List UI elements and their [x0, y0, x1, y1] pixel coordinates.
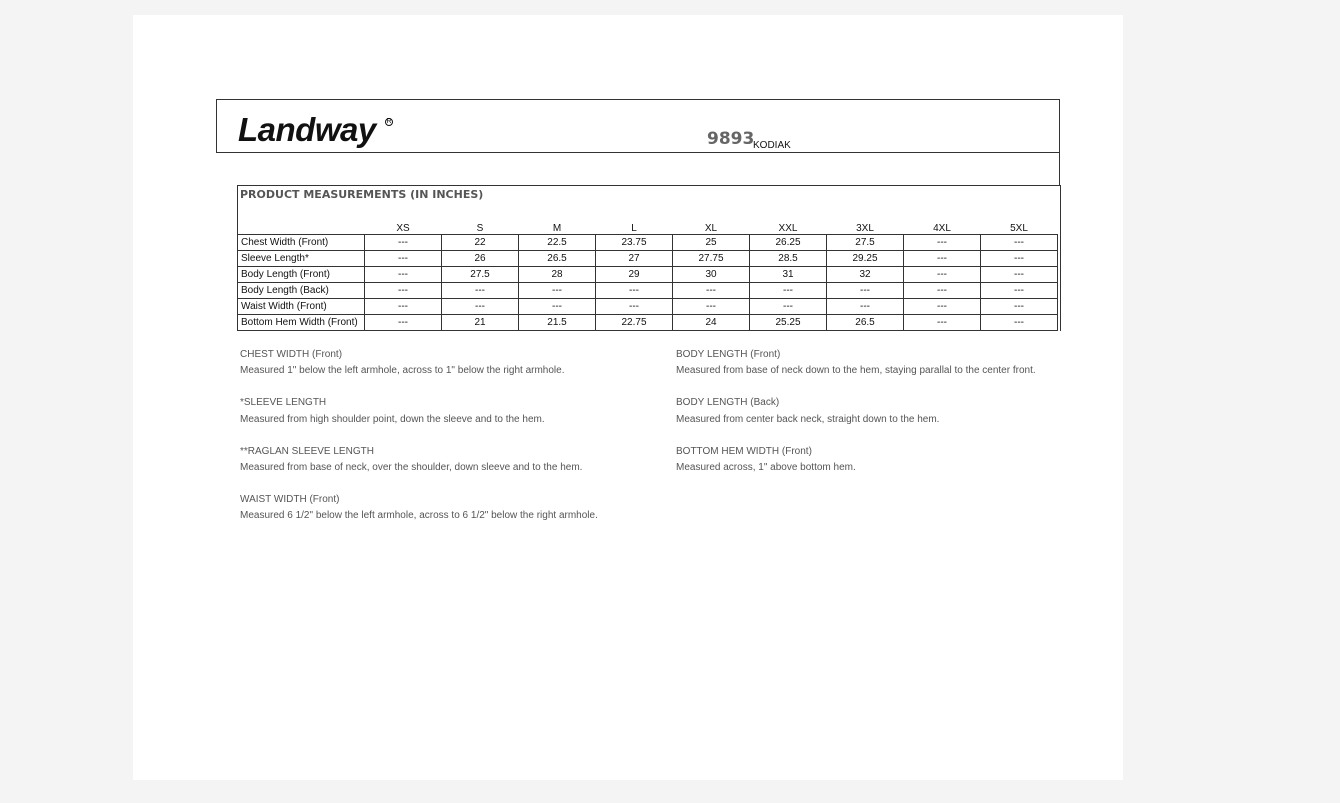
table-cell: --- [904, 299, 981, 315]
row-label: Bottom Hem Width (Front) [238, 315, 365, 331]
table-cell: 24 [673, 315, 750, 331]
row-label: Chest Width (Front) [238, 235, 365, 251]
table-cell: --- [442, 299, 519, 315]
note-text: Measured across, 1" above bottom hem. [676, 462, 856, 473]
table-cell: 22.5 [519, 235, 596, 251]
registered-mark-icon: R [386, 118, 392, 125]
size-header: 3XL [856, 223, 874, 234]
table-cell: 25 [673, 235, 750, 251]
note-text: Measured from high shoulder point, down the sleeve and to the hem. [240, 414, 545, 425]
table-cell: --- [904, 251, 981, 267]
header-spacer [238, 219, 365, 235]
table-cell: 22 [442, 235, 519, 251]
note-heading: **RAGLAN SLEEVE LENGTH [240, 446, 374, 457]
table-cell: --- [365, 299, 442, 315]
table-cell: --- [596, 299, 673, 315]
measurements-table [237, 219, 1058, 331]
note-heading: WAIST WIDTH (Front) [240, 494, 340, 505]
table-title: PRODUCT MEASUREMENTS (IN INCHES) [240, 188, 484, 201]
size-header: S [476, 223, 484, 234]
table-cell: --- [981, 267, 1058, 283]
row-label: Body Length (Back) [238, 283, 365, 299]
note-heading: *SLEEVE LENGTH [240, 397, 327, 408]
table-cell: 28 [519, 267, 596, 283]
product-name: KODIAK [753, 140, 791, 151]
table-cell: --- [365, 251, 442, 267]
table-cell: --- [904, 267, 981, 283]
table-cell: --- [365, 267, 442, 283]
row-label: Body Length (Front) [238, 267, 365, 283]
table-cell: 27.75 [673, 251, 750, 267]
table-cell: --- [981, 283, 1058, 299]
table-cell: --- [981, 315, 1058, 331]
table-cell: --- [904, 235, 981, 251]
table-row [238, 267, 1058, 283]
table-cell: 29 [596, 267, 673, 283]
table-cell: --- [904, 315, 981, 331]
table-cell: 27 [596, 251, 673, 267]
table-cell: 21.5 [519, 315, 596, 331]
note-text: Measured from center back neck, straight down to the hem. [676, 414, 940, 425]
table-cell: --- [673, 299, 750, 315]
row-label: Waist Width (Front) [238, 299, 365, 315]
table-cell: 28.5 [750, 251, 827, 267]
table-cell: --- [365, 315, 442, 331]
table-cell: --- [981, 235, 1058, 251]
table-row [238, 283, 1058, 299]
product-number: 9893 [707, 129, 755, 149]
table-cell: 32 [827, 267, 904, 283]
note-heading: BODY LENGTH (Back) [676, 397, 780, 408]
size-header: 4XL [933, 223, 951, 234]
table-cell: --- [442, 283, 519, 299]
table-row [238, 251, 1058, 267]
subheader-divider [1059, 153, 1060, 185]
table-cell: 22.75 [596, 315, 673, 331]
table-cell: --- [904, 283, 981, 299]
note-text: Measured from base of neck down to the hem, staying parallal to the center front. [676, 365, 1036, 376]
table-cell: 31 [750, 267, 827, 283]
table-row [238, 315, 1058, 331]
table-cell: --- [981, 251, 1058, 267]
size-header: XL [704, 223, 718, 234]
table-cell: --- [519, 299, 596, 315]
row-label: Sleeve Length* [238, 251, 365, 267]
table-cell: --- [365, 283, 442, 299]
table-cell: 27.5 [442, 267, 519, 283]
size-header: XXL [778, 223, 798, 234]
table-cell: 23.75 [596, 235, 673, 251]
size-header: L [631, 223, 637, 234]
note-heading: CHEST WIDTH (Front) [240, 349, 343, 360]
size-header: 5XL [1010, 223, 1028, 234]
note-heading: BODY LENGTH (Front) [676, 349, 781, 360]
table-cell: --- [519, 283, 596, 299]
table-row [238, 235, 1058, 251]
size-header: M [552, 223, 562, 234]
table-cell: --- [750, 283, 827, 299]
table-cell: 25.25 [750, 315, 827, 331]
table-cell: --- [596, 283, 673, 299]
table-cell: 21 [442, 315, 519, 331]
table-cell: --- [827, 283, 904, 299]
table-cell: --- [365, 235, 442, 251]
table-cell: --- [981, 299, 1058, 315]
table-cell: 26 [442, 251, 519, 267]
brand-logo: Landway [238, 111, 376, 148]
table-cell: --- [827, 299, 904, 315]
note-text: Measured from base of neck, over the shoulder, down sleeve and to the hem. [240, 462, 583, 473]
table-cell: 30 [673, 267, 750, 283]
size-header-row [238, 219, 1058, 235]
table-cell: 26.5 [519, 251, 596, 267]
note-heading: BOTTOM HEM WIDTH (Front) [676, 446, 812, 457]
table-row [238, 299, 1058, 315]
table-cell: 26.25 [750, 235, 827, 251]
table-cell: 29.25 [827, 251, 904, 267]
note-text: Measured 6 1/2" below the left armhole, across to 6 1/2" below the right armhole. [240, 510, 598, 521]
note-text: Measured 1" below the left armhole, across to 1" below the right armhole. [240, 365, 565, 376]
table-cell: 26.5 [827, 315, 904, 331]
table-cell: 27.5 [827, 235, 904, 251]
table-cell: --- [750, 299, 827, 315]
size-header: XS [396, 223, 410, 234]
table-cell: --- [673, 283, 750, 299]
